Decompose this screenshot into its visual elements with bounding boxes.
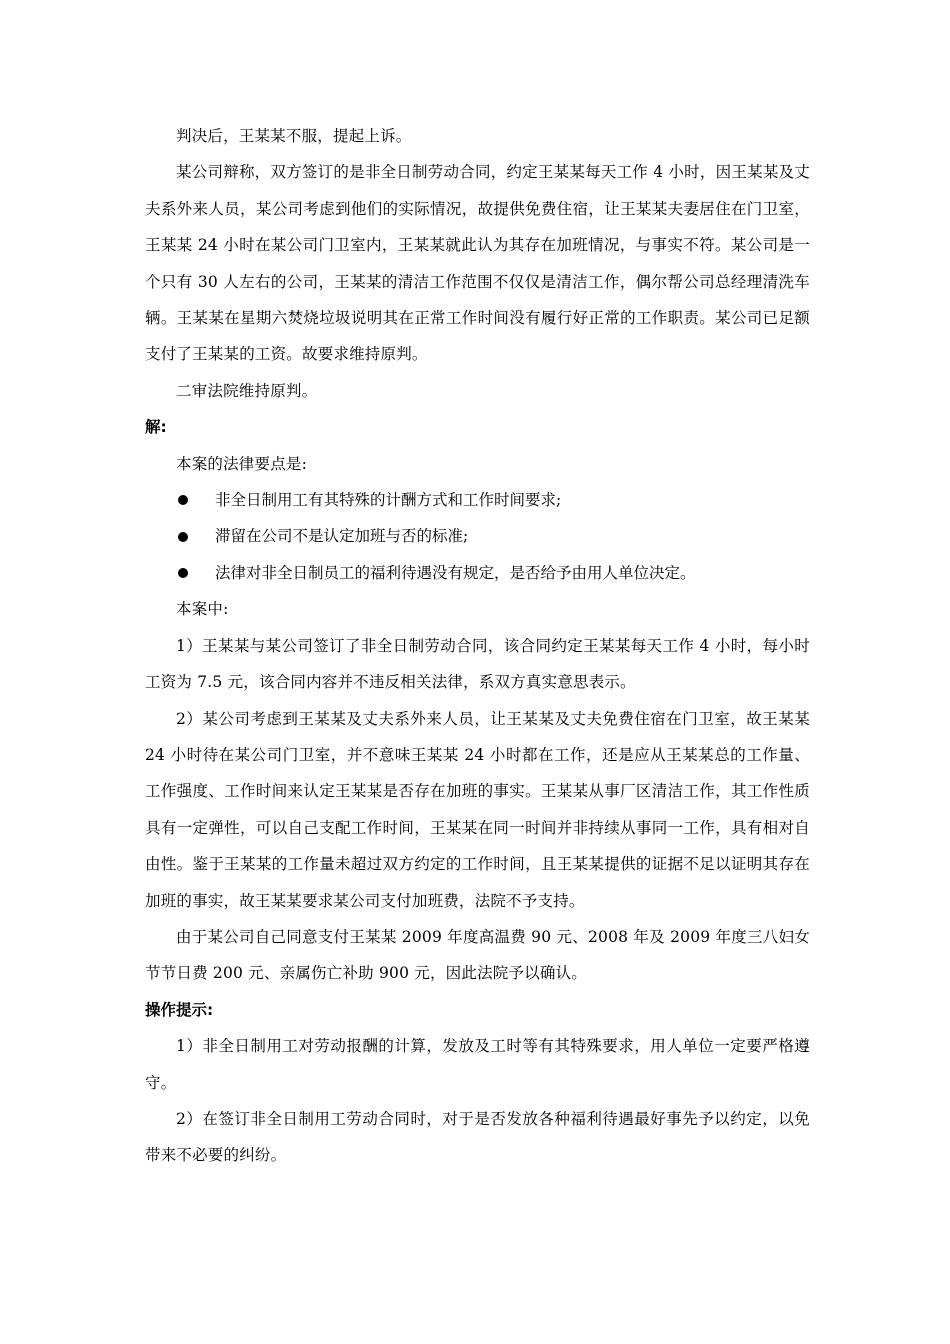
list-item	[145, 555, 810, 591]
list-item-text: 法律对非全日制员工的福利待遇没有规定，是否给予由用人单位决定。	[215, 563, 696, 582]
paragraph-point-2: 2）某公司考虑到王某某及丈夫系外来人员，让王某某及丈夫免费住宿在门卫室，故王某某 24 小时待在某公司门卫室，并不意味王某某 24 小时都在工作，还是应从王某某总的工作量、工作强度、工作时间来认定王某某是否存在加班的事实。王某某从事厂区清洁工作，其工作性质具有一定弹性，可以自己支配工作时间，王某某在同一时间并非持续从事同一工作，具有相对自由性。鉴于王某某的工作量未超过双方约定的工作时间，且王某某提供的证据不足以证明其存在加班的事实，故王某某要求某公司支付加班费，法院不予支持。	[145, 709, 810, 910]
list-item	[145, 482, 810, 518]
paragraph-tip-2: 2）在签订非全日制用工劳动合同时，对于是否发放各种福利待遇最好事先予以约定，以免带来不必要的纠纷。	[145, 1109, 810, 1165]
paragraph-point-1: 1）王某某与某公司签订了非全日制劳动合同，该合同约定王某某每天工作 4 小时，每小时工资为 7.5 元，该合同内容并不违反相关法律，系双方真实意思表示。	[145, 636, 810, 692]
key-points-list	[145, 482, 810, 591]
heading-jie: 解:	[145, 418, 167, 437]
paragraph-appeal: 判决后，王某某不服，提起上诉。	[176, 127, 412, 145]
document-page	[145, 118, 810, 1174]
paragraph-key-points-intro: 本案的法律要点是:	[176, 454, 308, 473]
bullet-dot-icon	[178, 495, 188, 505]
bullet-dot-icon	[178, 532, 188, 542]
paragraph-in-this-case: 本案中:	[176, 600, 229, 619]
bullet-dot-icon	[178, 568, 188, 578]
paragraph-company-defense: 某公司辩称，双方签订的是非全日制劳动合同，约定王某某每天工作 4 小时，因王某某及丈夫系外来人员，某公司考虑到他们的实际情况，故提供免费住宿，让王某某夫妻居住在门卫室，王某某 24 小时在某公司门卫室内，王某某就此认为其存在加班情况，与事实不符。某公司是一个只有 30 人左右的公司，王某某的清洁工作范围不仅仅是清洁工作，偶尔帮公司总经理清洗车辆。王某某在星期六焚烧垃圾说明其在正常工作时间没有履行好正常的工作职责。某公司已足额支付了王某某的工资。故要求维持原判。	[145, 163, 810, 364]
paragraph-tip-1: 1）非全日制用工对劳动报酬的计算，发放及工时等有其特殊要求，用人单位一定要严格遵守。	[145, 1037, 810, 1092]
list-item-text: 非全日制用工有其特殊的计酬方式和工作时间要求;	[215, 491, 562, 510]
paragraph-benefits: 由于某公司自己同意支付王某某 2009 年度高温费 90 元、2008 年及 2009 年度三八妇女节节日费 200 元、亲属伤亡补助 900 元，因此法院予以确认。	[145, 927, 810, 983]
list-item-text: 滞留在公司不是认定加班与否的标准;	[215, 527, 469, 546]
list-item	[145, 518, 810, 554]
heading-operation-tips: 操作提示:	[145, 1000, 214, 1019]
paragraph-second-instance: 二审法院维持原判。	[176, 381, 318, 400]
